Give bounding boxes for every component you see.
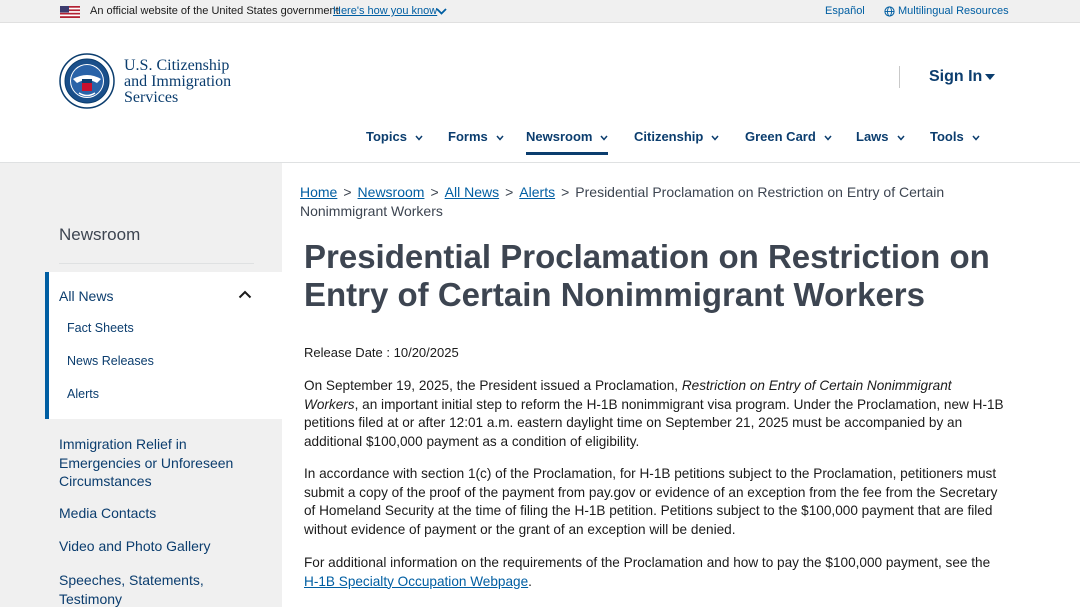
sidebar (0, 163, 282, 607)
chevron-up-icon[interactable] (238, 290, 252, 299)
article-paragraph: In accordance with section 1(c) of the Proclamation, for H-1B petitions subject to the Proclamation, petitioners must submit a copy of the proof of the payment from pay.gov or evidence of an exception from the fee from the Secretary of Homeland Security at the time of filing the H-1B petition. Petitions subject to the $100,000 payment that are filed without evidence of payment or the grant of an exception will be denied. (304, 466, 998, 537)
nav-item-label: Tools (930, 129, 964, 144)
nav-item-label: Green Card (745, 129, 816, 144)
chevron-down-icon (496, 135, 504, 141)
nav-item-newsroom[interactable] (526, 129, 608, 144)
article-paragraph: For additional information on the requirements of the Proclamation and how to pay the $100,000 payment, see the H-1B Specialty Occupation Webpage. (304, 555, 991, 589)
sign-in-button[interactable]: Sign In (929, 68, 983, 85)
gov-banner (0, 0, 1080, 23)
sidebar-item-alerts[interactable]: Alerts (67, 387, 99, 401)
chevron-down-icon (711, 135, 719, 141)
release-date-value: 10/20/2025 (393, 345, 459, 360)
nav-item-citizenship[interactable] (634, 129, 719, 144)
nav-item-label: Citizenship (634, 129, 704, 144)
official-website-text: An official website of the United States government (90, 5, 339, 17)
nav-item-label: Laws (856, 129, 889, 144)
agency-name[interactable] (124, 58, 231, 106)
nav-item-laws[interactable] (856, 129, 905, 144)
dhs-seal-logo[interactable] (59, 53, 115, 109)
release-date-label: Release Date : (304, 345, 390, 360)
espanol-link[interactable]: Español (825, 5, 865, 17)
nav-item-green-card[interactable] (745, 129, 832, 144)
active-indicator (45, 272, 49, 419)
multilingual-resources-link[interactable]: Multilingual Resources (898, 5, 1009, 17)
sidebar-title: Newsroom (59, 225, 141, 244)
sidebar-item-video-gallery[interactable]: Video and Photo Gallery (59, 538, 211, 554)
chevron-down-icon (897, 135, 905, 141)
divider (899, 66, 900, 88)
page-title: Presidential Proclamation on Restriction on Entry of Certain Nonimmigrant Workers (304, 238, 990, 313)
breadcrumb-home[interactable]: Home (300, 184, 338, 200)
us-flag-icon (60, 6, 80, 18)
sidebar-item-speeches[interactable]: Speeches, Statements, Testimony (59, 572, 204, 607)
nav-item-label: Topics (366, 129, 407, 144)
nav-item-topics[interactable] (366, 129, 423, 144)
agency-name-line: Services (124, 89, 179, 106)
sidebar-item-all-news[interactable]: All News (59, 288, 114, 304)
sidebar-item-immigration-relief[interactable]: Immigration Relief in Emergencies or Unforeseen Circumstances (59, 436, 234, 489)
sidebar-item-media-contacts[interactable]: Media Contacts (59, 505, 157, 521)
chevron-down-icon[interactable] (436, 6, 447, 16)
nav-item-tools[interactable] (930, 129, 980, 144)
breadcrumb: Home > Newsroom > All News > Alerts > Presidential Proclamation on Restriction on Entry of Certain Nonimmigrant Workers (300, 184, 945, 219)
breadcrumb-newsroom[interactable]: Newsroom (357, 184, 425, 200)
h1b-webpage-link[interactable]: H-1B Specialty Occupation Webpage (304, 573, 529, 589)
globe-icon (884, 6, 895, 17)
proclamation-title: Restriction on Entry of Certain Nonimmigrant Workers (304, 378, 952, 412)
caret-down-icon[interactable] (985, 74, 995, 81)
sidebar-item-fact-sheets[interactable]: Fact Sheets (67, 321, 134, 335)
site-header (0, 23, 1080, 163)
chevron-down-icon (824, 135, 832, 141)
chevron-down-icon (415, 135, 423, 141)
sidebar-item-news-releases[interactable]: News Releases (67, 354, 154, 368)
nav-item-label: Newsroom (526, 129, 593, 144)
chevron-down-icon (600, 135, 608, 141)
nav-item-forms[interactable] (448, 129, 504, 144)
agency-name-line: and Immigration (124, 73, 232, 90)
article-paragraph: On September 19, 2025, the President issued a Proclamation, Restriction on Entry of Certain Nonimmigrant Workers, an important initial step to reform the H-1B nonimmigrant visa program. Under the Proclamation, new H-1B petitions filed at or after 12:01 a.m. eastern daylight time on September 21, 2025 must be accompanied by an additional $100,000 payment as a condition of eligibility. (304, 378, 1004, 449)
heres-how-you-know-link[interactable]: Here's how you know (333, 5, 438, 17)
divider (59, 263, 254, 264)
main-nav (0, 129, 1080, 159)
chevron-down-icon (972, 135, 980, 141)
release-date (304, 345, 459, 360)
nav-item-label: Forms (448, 129, 488, 144)
breadcrumb-alerts[interactable]: Alerts (519, 184, 556, 200)
breadcrumb-current: Presidential Proclamation on Restriction on Entry of Certain Nonimmigrant Workers (300, 184, 945, 219)
agency-name-line: U.S. Citizenship (124, 57, 230, 74)
breadcrumb-all-news[interactable]: All News (444, 184, 500, 200)
